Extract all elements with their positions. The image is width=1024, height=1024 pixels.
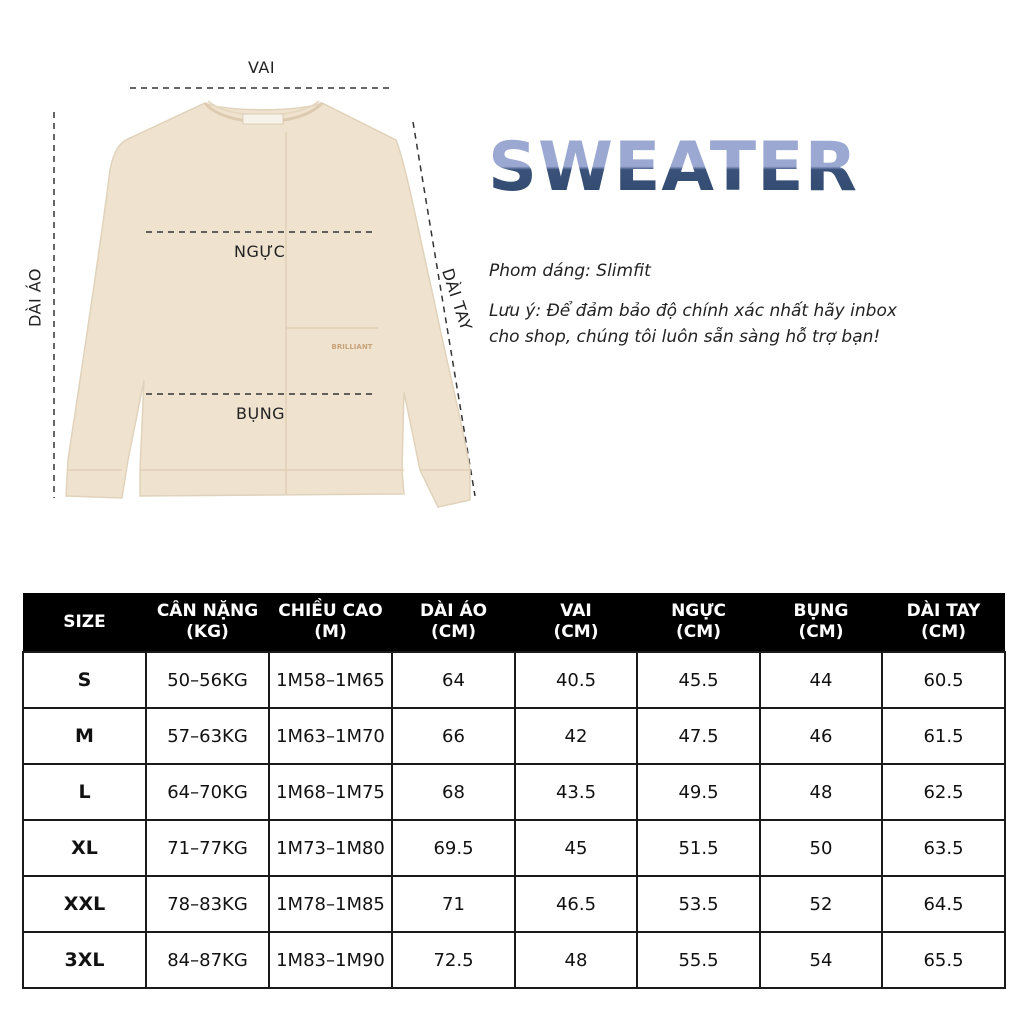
- table-cell: 84–87KG: [146, 932, 269, 988]
- column-header: [515, 593, 637, 652]
- table-cell: 47.5: [637, 708, 760, 764]
- size-cell: S: [23, 652, 146, 708]
- column-header-text: (KG): [186, 622, 229, 642]
- size-cell: XL: [23, 820, 146, 876]
- size-cell: L: [23, 764, 146, 820]
- table-cell: 64.5: [882, 876, 1005, 932]
- size-cell: XXL: [23, 876, 146, 932]
- table-cell: 46: [760, 708, 882, 764]
- dai-tay-label: DÀI TAY: [438, 265, 476, 334]
- table-cell: 55.5: [637, 932, 760, 988]
- column-header-text: VAI: [560, 601, 592, 621]
- column-header-text: (M): [314, 622, 347, 642]
- table-row: [23, 820, 1005, 876]
- table-cell: 69.5: [392, 820, 515, 876]
- table-cell: 40.5: [515, 652, 637, 708]
- table-cell: 64–70KG: [146, 764, 269, 820]
- table-cell: 66: [392, 708, 515, 764]
- table-cell: 72.5: [392, 932, 515, 988]
- sweater-shape: [66, 101, 470, 507]
- column-header-text: CHIỀU CAO: [278, 601, 383, 621]
- column-header-text: (CM): [921, 622, 966, 642]
- table-cell: 60.5: [882, 652, 1005, 708]
- table-cell: 1M73–1M80: [269, 820, 392, 876]
- column-header: [146, 593, 269, 652]
- table-cell: 1M63–1M70: [269, 708, 392, 764]
- table-cell: 42: [515, 708, 637, 764]
- table-cell: 46.5: [515, 876, 637, 932]
- table-cell: 50–56KG: [146, 652, 269, 708]
- table-cell: 61.5: [882, 708, 1005, 764]
- table-cell: 1M58–1M65: [269, 652, 392, 708]
- column-header-text: (CM): [798, 622, 844, 642]
- table-cell: 45: [515, 820, 637, 876]
- column-header-text: NGỰC: [671, 601, 726, 621]
- table-row: [23, 764, 1005, 820]
- nguc-label: NGỰC: [234, 242, 286, 261]
- table-cell: 50: [760, 820, 882, 876]
- column-header-text: (CM): [553, 622, 599, 642]
- fit-note: Phom dáng: Slimfit: [489, 261, 651, 281]
- table-cell: 1M78–1M85: [269, 876, 392, 932]
- table-cell: 43.5: [515, 764, 637, 820]
- table-row: [23, 652, 1005, 708]
- column-header-text: DÀI ÁO: [419, 601, 488, 621]
- table-cell: 51.5: [637, 820, 760, 876]
- column-header-text: BỤNG: [793, 601, 849, 621]
- column-header: [637, 593, 760, 652]
- column-header-text: (CM): [676, 622, 721, 642]
- table-cell: 57–63KG: [146, 708, 269, 764]
- size-cell: M: [23, 708, 146, 764]
- column-header: [760, 593, 882, 652]
- column-header: [882, 593, 1005, 652]
- table-cell: 53.5: [637, 876, 760, 932]
- column-header: [23, 593, 146, 652]
- sweater-diagram: [0, 0, 500, 540]
- table-cell: 1M68–1M75: [269, 764, 392, 820]
- table-cell: 49.5: [637, 764, 760, 820]
- table-cell: 1M83–1M90: [269, 932, 392, 988]
- table-cell: 71–77KG: [146, 820, 269, 876]
- table-cell: 62.5: [882, 764, 1005, 820]
- table-cell: 64: [392, 652, 515, 708]
- table-cell: 65.5: [882, 932, 1005, 988]
- sweater-illustration: [0, 0, 500, 540]
- bung-label: BỤNG: [236, 404, 286, 423]
- dai-ao-label: DÀI ÁO: [25, 267, 45, 328]
- table-row: [23, 708, 1005, 764]
- product-title: SWEATER: [488, 128, 858, 207]
- table-row: [23, 876, 1005, 932]
- table-row: [23, 932, 1005, 988]
- table-cell: 54: [760, 932, 882, 988]
- size-table: [22, 593, 1006, 989]
- table-cell: 68: [392, 764, 515, 820]
- column-header-text: CÂN NẶNG: [156, 601, 259, 621]
- column-header-text: SIZE: [63, 611, 106, 632]
- vai-label: VAI: [248, 58, 276, 77]
- size-table-body: [23, 652, 1005, 988]
- table-cell: 48: [760, 764, 882, 820]
- table-cell: 71: [392, 876, 515, 932]
- contact-tip: Lưu ý: Để đảm bảo độ chính xác nhất hãy inbox cho shop, chúng tôi luôn sẵn sàng hỗ trợ bạn!: [489, 301, 897, 347]
- column-header-text: (CM): [431, 622, 476, 642]
- column-header: [269, 593, 392, 652]
- table-cell: 78–83KG: [146, 876, 269, 932]
- table-cell: 63.5: [882, 820, 1005, 876]
- table-cell: 44: [760, 652, 882, 708]
- pocket-brand-text: BRILLIANT: [331, 343, 373, 351]
- column-header: [392, 593, 515, 652]
- table-cell: 48: [515, 932, 637, 988]
- table-cell: 52: [760, 876, 882, 932]
- size-table-header: [23, 593, 1005, 652]
- table-cell: 45.5: [637, 652, 760, 708]
- size-cell: 3XL: [23, 932, 146, 988]
- column-header-text: DÀI TAY: [906, 601, 981, 621]
